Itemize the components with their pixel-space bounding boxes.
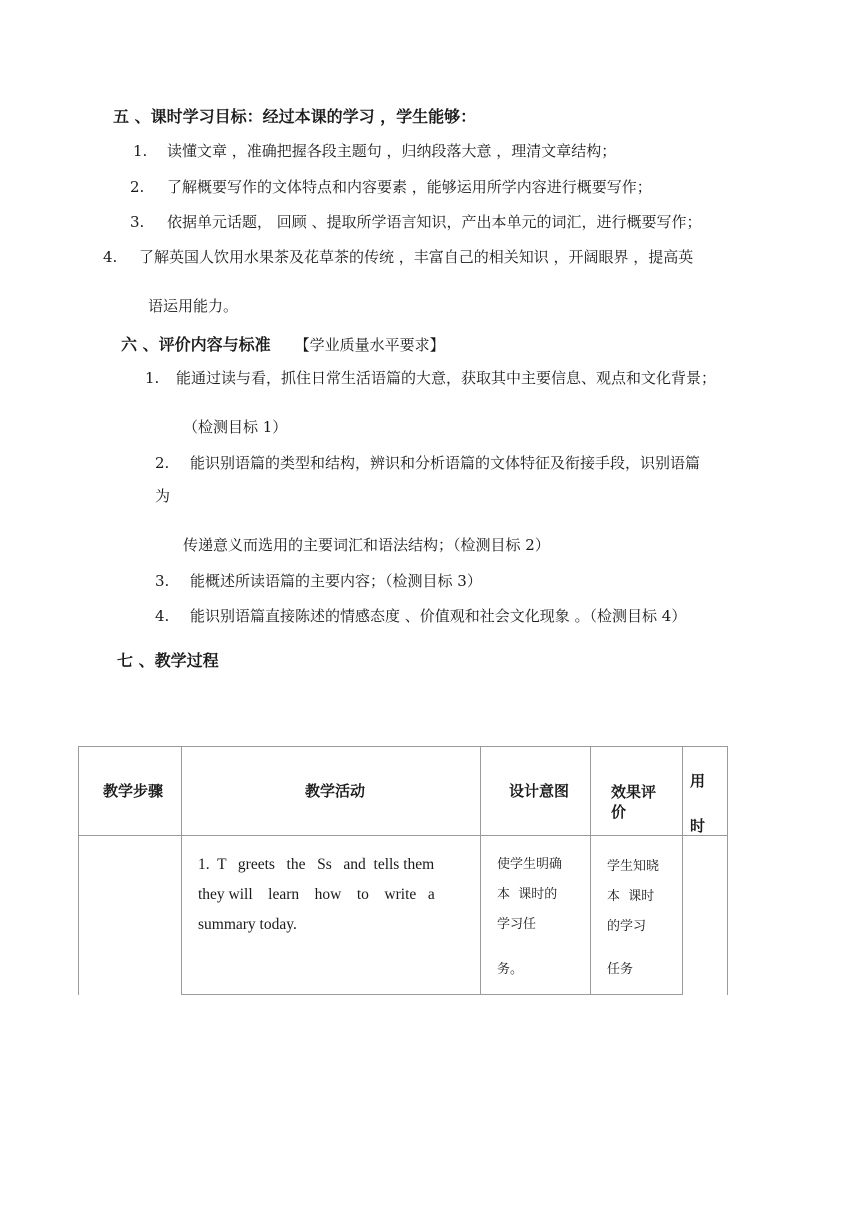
goal-item-4: [103, 246, 693, 267]
goal-1-text: 读懂文章 ，准确把握各段主题句 ，归纳段落大意 ，理清文章结构；: [167, 142, 617, 160]
table-right-border: [727, 746, 728, 995]
row1-activity-line3: summary today.: [198, 916, 297, 933]
goal-4-continuation: 语运用能力。: [148, 297, 239, 315]
goal-4-number: 4.: [103, 248, 118, 266]
row1-intent-line2: 本 课时的: [497, 887, 558, 902]
criteria-3-text: 能概述所读语篇的主要内容；（检测目标 3）: [190, 572, 482, 590]
goal-item-3: [130, 211, 702, 232]
goal-3-text: 依据单元话题， 回顾 、提取所学语言知识，产出本单元的词汇，进行概要写作；: [167, 213, 702, 231]
header-eval-line1: 效果评: [611, 783, 657, 801]
header-time-line1: 用: [690, 772, 706, 790]
row1-eval-line3: 的学习: [607, 919, 647, 934]
criteria-item-3: [155, 570, 482, 591]
row1-intent-line4: 务。: [497, 962, 524, 977]
table-col-divider-4: [682, 746, 683, 995]
table-header-divider: [78, 835, 728, 836]
row1-eval-line1: 学生知晓: [607, 859, 660, 874]
goal-item-2: [130, 176, 652, 197]
row1-eval-line4: 任务: [607, 962, 634, 977]
header-eval-line2: 价: [611, 803, 627, 821]
row1-activity-line2: they will learn how to write a: [198, 886, 435, 903]
header-activity: 教学活动: [305, 782, 366, 800]
row1-intent-line1: 使学生明确: [497, 857, 563, 872]
goal-2-text: 了解概要写作的文体特点和内容要素 ，能够运用所学内容进行概要写作；: [167, 178, 652, 196]
section-6-tag: 【学业质量水平要求】: [294, 336, 445, 354]
goal-1-number: 1.: [133, 142, 148, 160]
table-col-divider-1: [181, 746, 182, 995]
criteria-3-number: 3.: [155, 572, 170, 590]
header-time-line2: 时: [690, 817, 706, 835]
row1-activity-line1: 1. T greets the Ss and tells them: [198, 856, 435, 873]
criteria-2-continuation: 传递意义而选用的主要词汇和语法结构；（检测目标 2）: [183, 536, 550, 554]
goal-4-text: 了解英国人饮用水果茶及花草茶的传统 ，丰富自己的相关知识 ，开阔眼界 ，提高英: [139, 248, 694, 266]
header-step: 教学步骤: [103, 782, 164, 800]
row1-eval-line2: 本 课时: [607, 889, 655, 904]
criteria-1-number: 1.: [145, 369, 160, 387]
goal-item-1: [133, 140, 616, 161]
table-row-bottom-border: [181, 994, 683, 995]
section-6-title-text: 六 、评价内容与标准: [121, 335, 271, 354]
criteria-4-text: 能识别语篇直接陈述的情感态度 、价值观和社会文化现象 。（检测目标 4）: [190, 607, 687, 625]
header-intent: 设计意图: [509, 782, 570, 800]
criteria-2-wrap: 为: [155, 487, 171, 505]
row1-intent-line3: 学习任: [497, 917, 537, 932]
goal-3-number: 3.: [130, 213, 145, 231]
criteria-4-number: 4.: [155, 607, 170, 625]
criteria-1-continuation: （检测目标 1）: [183, 418, 288, 436]
table-left-border: [78, 746, 79, 995]
table-top-border: [78, 746, 728, 747]
section-5-title: 五 、课时学习目标：经过本课的学习 ，学生能够：: [113, 107, 477, 126]
criteria-item-4: [155, 605, 686, 626]
goal-2-number: 2.: [130, 178, 145, 196]
criteria-1-text: 能通过读与看，抓住日常生活语篇的大意，获取其中主要信息、观点和文化背景；: [176, 369, 717, 387]
criteria-item-2: [155, 452, 700, 473]
criteria-2-number: 2.: [155, 454, 170, 472]
criteria-2-text: 能识别语篇的类型和结构，辨识和分析语篇的文体特征及衔接手段，识别语篇: [190, 454, 701, 472]
criteria-item-1: [145, 367, 716, 388]
table-col-divider-3: [590, 746, 591, 995]
section-7-title: 七 、教学过程: [117, 651, 219, 670]
table-col-divider-2: [480, 746, 481, 995]
section-6-title: [121, 332, 445, 355]
